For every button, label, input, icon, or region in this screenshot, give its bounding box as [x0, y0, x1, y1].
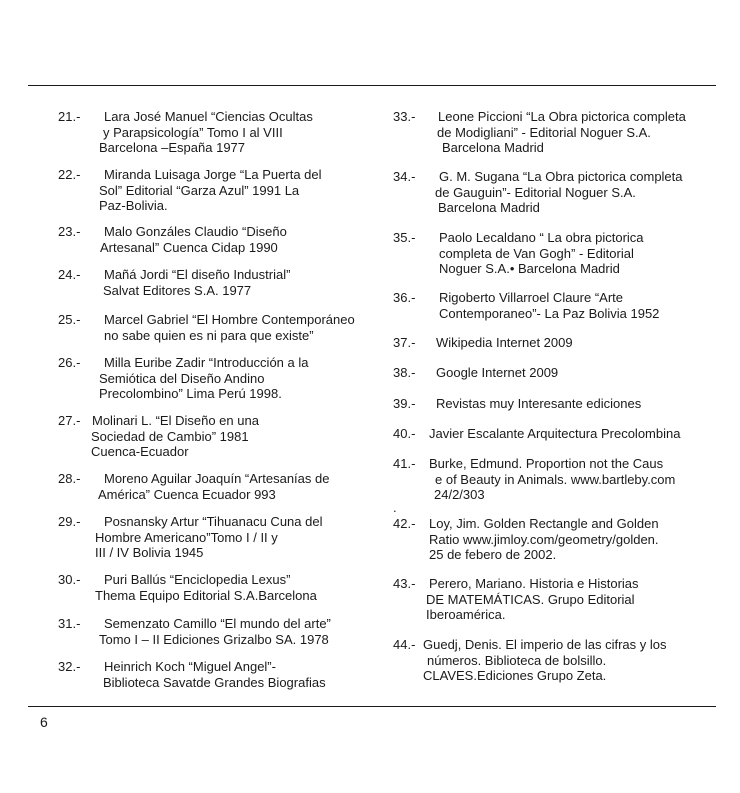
reference-line: Paolo Lecaldano “ La obra pictorica: [439, 230, 644, 245]
reference-entry-40: [393, 426, 713, 442]
reference-line: números. Biblioteca de bolsillo.: [427, 652, 607, 668]
reference-entry-41: [393, 456, 713, 503]
reference-entry-42: [393, 516, 713, 563]
reference-line: Heinrich Koch “Miguel Angel”-: [104, 659, 276, 674]
reference-line: Ratio www.jimloy.com/geometry/golden.: [429, 531, 659, 547]
reference-line: 25 de febero de 2002.: [429, 547, 557, 562]
reference-number: 29.-: [58, 514, 81, 529]
reference-line: Salvat Editores S.A. 1977: [103, 282, 252, 298]
reference-line: Noguer S.A.• Barcelona Madrid: [439, 261, 620, 276]
reference-entry-31: [58, 616, 378, 647]
reference-line: Semenzato Camillo “El mundo del arte”: [104, 616, 331, 631]
reference-number: 23.-: [58, 224, 81, 239]
reference-line: III / IV Bolivia 1945: [95, 545, 204, 560]
reference-line: Miranda Luisaga Jorge “La Puerta del: [104, 167, 322, 182]
reference-entry-25: [58, 312, 378, 343]
reference-entry-23: [58, 224, 378, 255]
reference-line: Contemporaneo”- La Paz Bolivia 1952: [439, 305, 660, 321]
reference-entry-22: [58, 167, 378, 214]
reference-number: 34.-: [393, 169, 416, 184]
reference-line: Javier Escalante Arquitectura Precolombina: [429, 426, 681, 441]
reference-line: Tomo I – II Ediciones Grizalbo SA. 1978: [99, 631, 329, 647]
reference-entry-37: [393, 335, 713, 351]
reference-number: 39.-: [393, 396, 416, 411]
reference-line: Cuenca-Ecuador: [91, 444, 189, 459]
reference-line: Hombre Americano”Tomo I / II y: [95, 529, 278, 545]
reference-line: completa de Van Gogh” - Editorial: [439, 245, 634, 261]
reference-entry-26: [58, 355, 378, 402]
reference-line: Posnansky Artur “Tihuanacu Cuna del: [104, 514, 323, 529]
reference-line: Puri Ballús “Enciclopedia Lexus”: [104, 572, 291, 587]
reference-line: Paz-Bolivia.: [99, 198, 168, 213]
reference-number: 42.-: [393, 516, 416, 531]
reference-line: 24/2/303: [434, 487, 485, 502]
reference-number: 31.-: [58, 616, 81, 631]
reference-line: y Parapsicología” Tomo I al VIII: [103, 124, 283, 140]
reference-line: Molinari L. “El Diseño en una: [92, 413, 259, 428]
reference-line: CLAVES.Ediciones Grupo Zeta.: [423, 668, 607, 683]
reference-number: 44.-: [393, 637, 416, 652]
reference-number: 43.-: [393, 576, 416, 591]
reference-line: Lara José Manuel “Ciencias Ocultas: [104, 109, 313, 124]
reference-entry-39: [393, 396, 713, 412]
reference-line: DE MATEMÁTICAS. Grupo Editorial: [426, 591, 635, 607]
reference-entry-43: [393, 576, 713, 623]
reference-number: 37.-: [393, 335, 416, 350]
reference-entry-32: [58, 659, 378, 690]
reference-entry-27: [58, 413, 378, 460]
reference-number: 25.-: [58, 312, 81, 327]
reference-line: de Gauguin”- Editorial Noguer S.A.: [435, 184, 636, 200]
reference-line: América” Cuenca Ecuador 993: [98, 486, 276, 502]
top-rule: [28, 85, 716, 86]
reference-line: Moreno Aguilar Joaquín “Artesanías de: [104, 471, 330, 486]
reference-number: 35.-: [393, 230, 416, 245]
reference-number: 24.-: [58, 267, 81, 282]
reference-number: 41.-: [393, 456, 416, 471]
reference-line: Loy, Jim. Golden Rectangle and Golden: [429, 516, 659, 531]
reference-entry-44: [393, 637, 713, 684]
reference-line: Burke, Edmund. Proportion not the Caus: [429, 456, 664, 471]
reference-entry-30: [58, 572, 378, 603]
reference-line: Google Internet 2009: [436, 365, 559, 380]
reference-line: Guedj, Denis. El imperio de las cifras y los: [423, 637, 667, 652]
bottom-rule: [28, 706, 716, 707]
reference-entry-24: [58, 267, 378, 298]
reference-line: de Modigliani” - Editorial Noguer S.A.: [437, 124, 651, 140]
reference-line: Barcelona Madrid: [438, 200, 540, 215]
reference-line: Semiótica del Diseño Andino: [99, 370, 265, 386]
reference-line: Marcel Gabriel “El Hombre Contemporáneo: [104, 312, 355, 327]
reference-entry-21: [58, 109, 378, 156]
reference-line: Milla Euribe Zadir “Introducción a la: [104, 355, 309, 370]
reference-number: 22.-: [58, 167, 81, 182]
reference-number: 33.-: [393, 109, 416, 124]
reference-line: Biblioteca Savatde Grandes Biografias: [103, 674, 326, 690]
reference-entry-36: [393, 290, 713, 321]
stray-dot: .: [393, 500, 397, 515]
reference-line: no sabe quien es ni para que existe”: [104, 327, 314, 343]
reference-line: Precolombino” Lima Perú 1998.: [99, 386, 282, 401]
reference-number: 28.-: [58, 471, 81, 486]
page-number: 6: [40, 714, 48, 730]
reference-line: Revistas muy Interesante ediciones: [436, 396, 642, 411]
reference-line: Sociedad de Cambio” 1981: [91, 428, 249, 444]
reference-entry-38: [393, 365, 713, 381]
reference-number: 36.-: [393, 290, 416, 305]
reference-line: Rigoberto Villarroel Claure “Arte: [439, 290, 624, 305]
reference-line: Barcelona –España 1977: [99, 140, 246, 155]
reference-line: Malo Gonzáles Claudio “Diseño: [104, 224, 287, 239]
reference-number: 38.-: [393, 365, 416, 380]
reference-entry-29: [58, 514, 378, 561]
reference-line: Barcelona Madrid: [442, 140, 544, 155]
reference-line: Mañá Jordi “El diseño Industrial”: [104, 267, 291, 282]
reference-line: Leone Piccioni “La Obra pictorica completa: [438, 109, 686, 124]
reference-number: 21.-: [58, 109, 81, 124]
reference-number: 26.-: [58, 355, 81, 370]
reference-line: Artesanal” Cuenca Cidap 1990: [100, 239, 278, 255]
reference-entry-28: [58, 471, 378, 502]
reference-number: 30.-: [58, 572, 81, 587]
reference-line: Iberoamérica.: [426, 607, 506, 622]
reference-line: Thema Equipo Editorial S.A.Barcelona: [95, 587, 317, 603]
reference-entry-34: [393, 169, 713, 216]
reference-line: Wikipedia Internet 2009: [436, 335, 573, 350]
reference-line: Sol” Editorial “Garza Azul” 1991 La: [99, 182, 300, 198]
reference-line: e of Beauty in Animals. www.bartleby.com: [435, 471, 676, 487]
reference-line: Perero, Mariano. Historia e Historias: [429, 576, 639, 591]
reference-number: 40.-: [393, 426, 416, 441]
reference-number: 32.-: [58, 659, 81, 674]
reference-number: 27.-: [58, 413, 81, 428]
reference-entry-33: [393, 109, 713, 156]
reference-line: G. M. Sugana “La Obra pictorica completa: [439, 169, 683, 184]
reference-entry-35: [393, 230, 713, 277]
